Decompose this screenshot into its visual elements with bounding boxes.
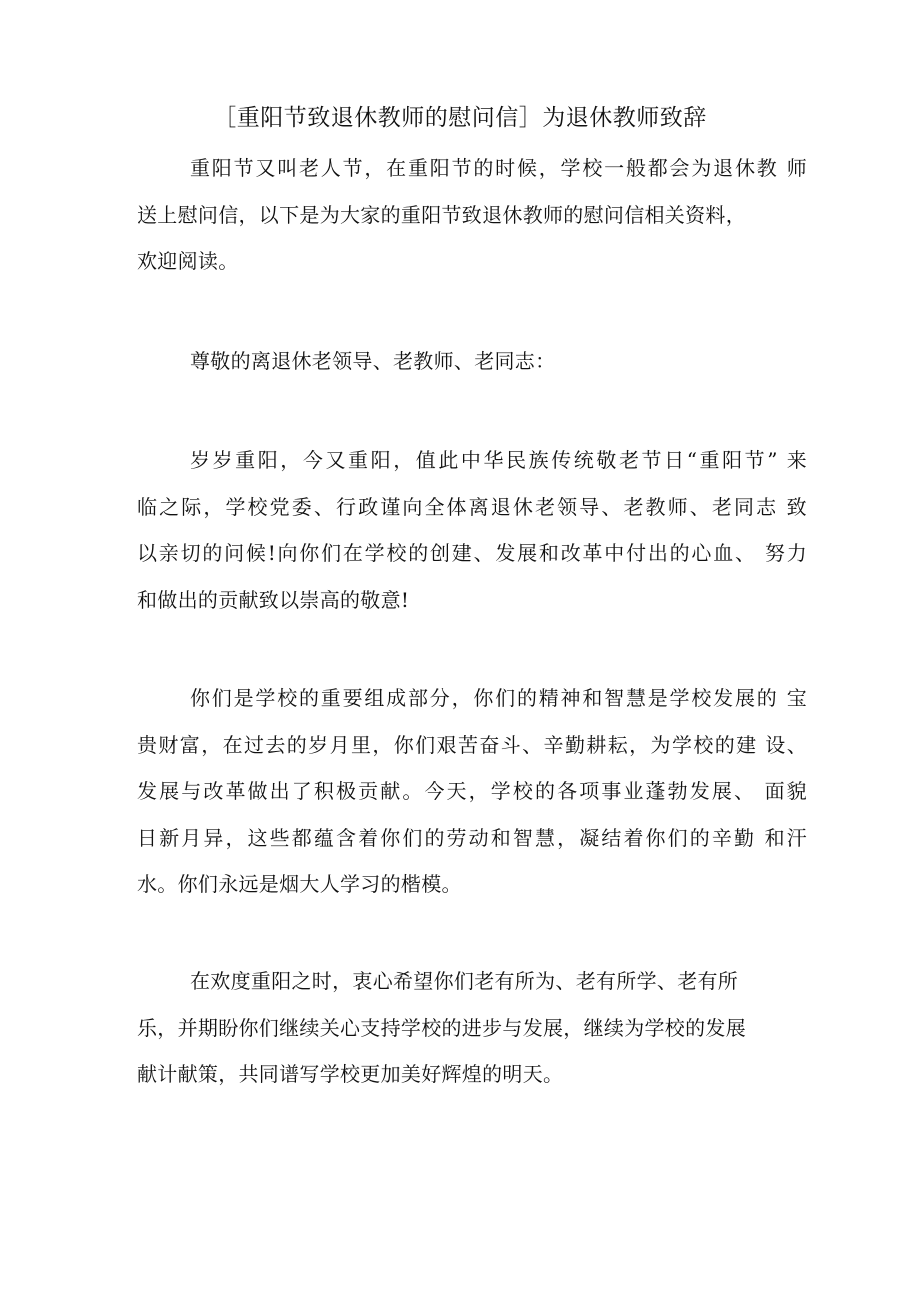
body-paragraph-1 bbox=[137, 437, 807, 623]
greeting-paragraph bbox=[137, 338, 807, 385]
paragraph-line: 水。你们永远是烟大人学习的楷模。 bbox=[137, 872, 462, 896]
paragraph-line: 你们是学校的重要组成部分，你们的精神和智慧是学校发展的 宝 bbox=[190, 686, 807, 710]
intro-paragraph bbox=[137, 145, 807, 285]
paragraph-line: 发展与改革做出了积极贡献。今天，学校的各项事业蓬勃发展、 面貌 bbox=[137, 779, 807, 803]
paragraph-line: 贵财富，在过去的岁月里，你们艰苦奋斗、辛勤耕耘，为学校的建 设、 bbox=[137, 732, 807, 757]
paragraph-line: 和做出的贡献致以崇高的敬意! bbox=[137, 587, 410, 612]
document-title: ［重阳节致退休教师的慰问信］为退休教师致辞 bbox=[213, 105, 707, 131]
paragraph-line: 乐，并期盼你们继续关心支持学校的进步与发展，继续为学校的发展 bbox=[137, 1015, 746, 1040]
body-paragraph-3 bbox=[137, 958, 807, 1098]
paragraph-line: 在欢度重阳之时，衷心希望你们老有所为、老有所学、老有所 bbox=[190, 969, 739, 993]
greeting-line: 尊敬的离退休老领导、老教师、老同志： bbox=[190, 349, 556, 373]
paragraph-line: 重阳节又叫老人节，在重阳节的时候，学校一般都会为退休教 师 bbox=[190, 156, 807, 180]
paragraph-line: 临之际，学校党委、行政谨向全体离退休老领导、老教师、老同志 致 bbox=[137, 494, 807, 519]
paragraph-line: 日新月异，这些都蕴含着你们的劳动和智慧，凝结着你们的辛勤 和汗 bbox=[137, 825, 807, 850]
paragraph-line: 送上慰问信，以下是为大家的重阳节致退休教师的慰问信相关资料， bbox=[137, 202, 746, 227]
paragraph-line: 欢迎阅读。 bbox=[137, 249, 239, 273]
body-paragraph-2 bbox=[137, 675, 807, 908]
paragraph-line: 以亲切的问候!向你们在学校的创建、发展和改革中付出的心血、 努力 bbox=[137, 541, 807, 565]
paragraph-line: 献计献策，共同谱写学校更加美好辉煌的明天。 bbox=[137, 1062, 564, 1086]
paragraph-line: 岁岁重阳，今又重阳，值此中华民族传统敬老节日“重阳节” 来 bbox=[190, 448, 807, 472]
